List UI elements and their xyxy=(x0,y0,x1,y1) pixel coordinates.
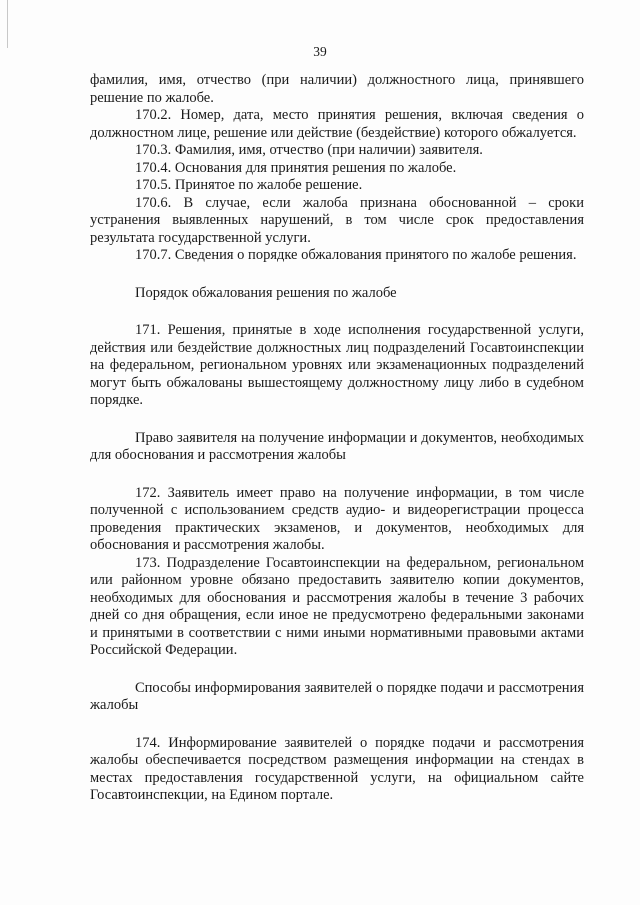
paragraph-173: 173. Подразделение Госавтоинспекции на федеральном, региональном или районном уровне обязано предоставить заявителю копии документов, необходимых для обоснования и рассмотрения жалобы в течение 3 рабочих дней со дня обращения, если иное не предусмотрено федеральными законами и принятыми в соответствии с ними иными нормативными правовыми актами Российской Федерации. xyxy=(90,554,584,658)
paragraph-172: 172. Заявитель имеет право на получение информации, в том числе полученной с использованием средств аудио- и видеорегистрации процесса проведения практических экзаменов, и документов, необходимых для обоснования и рассмотрения жалобы. xyxy=(90,484,584,553)
page-number: 39 xyxy=(313,44,327,59)
paragraph-174: 174. Информирование заявителей о порядке подачи и рассмотрения жалобы обеспечивается посредством размещения информации на стендах в местах предоставления государственной услуги, на официальном сайте Госавтоинспекции, на Едином портале. xyxy=(90,734,584,803)
paragraph-170-1-continuation: фамилия, имя, отчество (при наличии) должностного лица, принявшего решение по жалобе. xyxy=(90,72,584,106)
paragraph-170-5: 170.5. Принятое по жалобе решение. xyxy=(135,177,363,193)
scan-edge-line xyxy=(7,0,8,48)
paragraph-170-6: 170.6. В случае, если жалоба признана обоснованной – сроки устранения выявленных нарушений, в том числе срок предоставления результата государственной услуги. xyxy=(90,194,584,246)
section-heading-appeal-procedure: Порядок обжалования решения по жалобе xyxy=(135,284,397,301)
paragraph-170-2: 170.2. Номер, дата, место принятия решения, включая сведения о должностном лице, решение или действие (бездействие) которого обжалуется. xyxy=(90,107,584,141)
paragraph-170-4: 170.4. Основания для принятия решения по жалобе. xyxy=(135,159,457,176)
section-heading-informing-methods: Способы информирования заявителей о порядке подачи и рассмотрения жалобы xyxy=(90,679,584,713)
section-heading-right-to-information: Право заявителя на получение информации и документов, необходимых для обоснования и рассмотрения жалобы xyxy=(90,429,584,463)
document-body xyxy=(90,72,584,805)
paragraph-170-7: 170.7. Сведения о порядке обжалования принятого по жалобе решения. xyxy=(135,247,577,263)
paragraph-170-3: 170.3. Фамилия, имя, отчество (при наличии) заявителя. xyxy=(135,142,483,158)
paragraph-171: 171. Решения, принятые в ходе исполнения государственной услуги, действия или бездействие должностных лиц подразделений Госавтоинспекции на федеральном, региональном уровнях или экзаменационных подразделений могут быть обжалованы вышестоящему должностному лицу либо в судебном порядке. xyxy=(90,322,584,408)
